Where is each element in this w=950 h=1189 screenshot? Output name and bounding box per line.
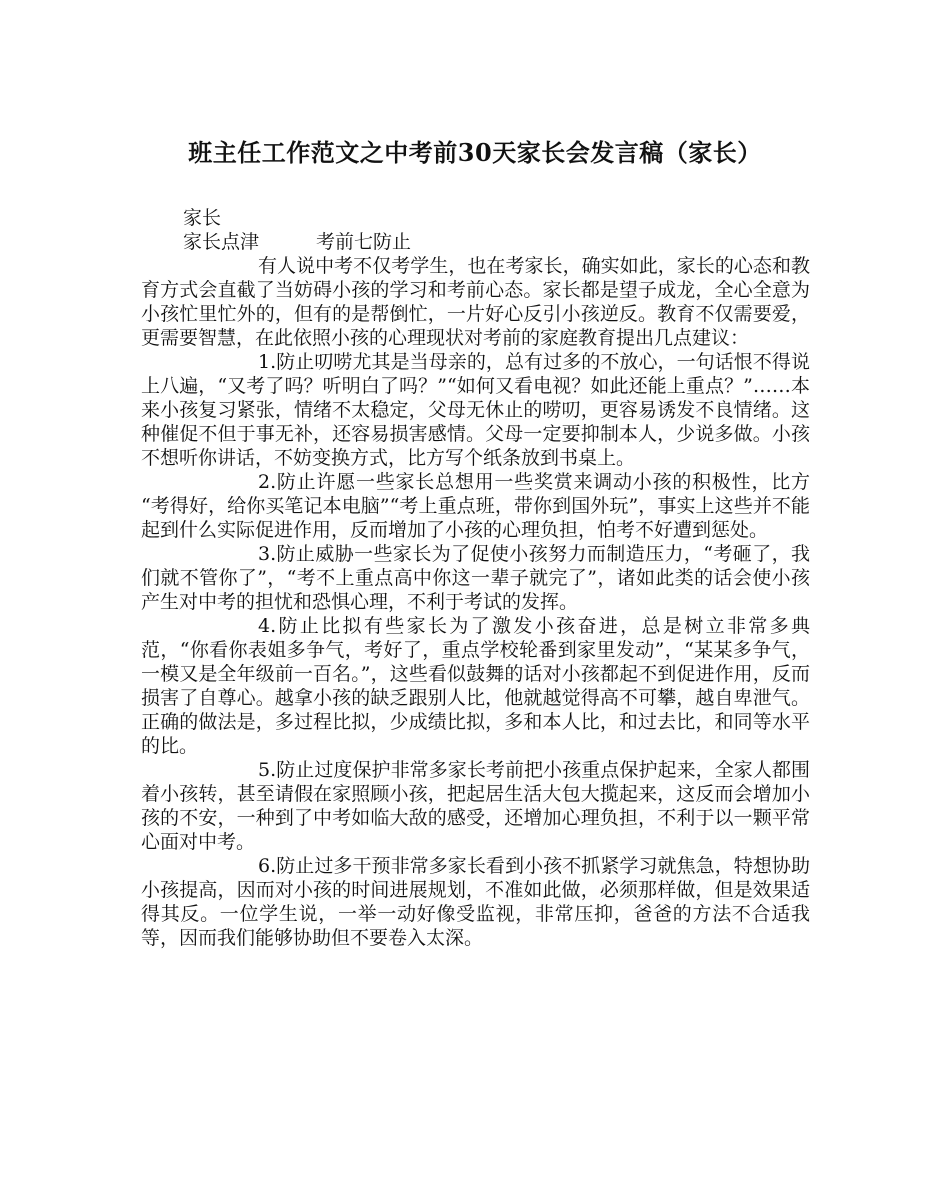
paragraph-point-5: 5.防止过度保护非常多家长考前把小孩重点保护起来，全家人都围着小孩转，甚至请假在家照顾小孩，把起居生活大包大揽起来，这反而会增加小孩的不安，一种到了中考如临大敌的感受，还增加心理负担，不利于以一颗平常心面对中考。 <box>141 759 810 853</box>
paragraph-intro: 有人说中考不仅考学生，也在考家长，确实如此，家长的心态和教育方式会直截了当妨碍小孩的学习和考前心态。家长都是望子成龙，全心全意为小孩忙里忙外的，但有的是帮倒忙，一片好心反引小孩逆反。教育不仅需要爱，更需要智慧，在此依照小孩的心理现状对考前的家庭教育提出几点建议： <box>141 255 810 349</box>
paragraph-point-2: 2.防止许愿一些家长总想用一些奖赏来调动小孩的积极性，比方 “考得好，给你买笔记本电脑”“考上重点班，带你到国外玩”，事实上这些并不能起到什么实际促进作用，反而增加了小孩的心理负担，怕考不好遭到惩处。 <box>141 471 810 541</box>
paragraph-point-1: 1.防止叨唠尤其是当母亲的，总有过多的不放心，一句话恨不得说上八遍，“又考了吗？听明白了吗？”“如何又看电视？如此还能上重点？”……本来小孩复习紧张，情绪不太稳定，父母无休止的唠叨，更容易诱发不良情绪。这种催促不但于事无补，还容易损害感情。父母一定要抑制本人，少说多做。小孩不想听你讲话，不妨变换方式，比方写个纸条放到书桌上。 <box>141 351 810 469</box>
document-body <box>141 206 810 950</box>
paragraph-point-3: 3.防止威胁一些家长为了促使小孩努力而制造压力，“考砸了，我们就不管你了”，“考不上重点高中你这一辈子就完了”，诸如此类的话会使小孩产生对中考的担忧和恐惧心理，不利于考试的发挥。 <box>141 543 810 613</box>
heading-line-parents: 家长 <box>183 207 222 229</box>
paragraph-point-4: 4.防止比拟有些家长为了激发小孩奋进，总是树立非常多典范，“你看你表姐多争气，考好了，重点学校轮番到家里发动”，“某某多争气，一模又是全年级前一百名。”，这些看似鼓舞的话对小孩都起不到促进作用，反而损害了自尊心。越拿小孩的缺乏跟别人比，他就越觉得高不可攀，越自卑泄气。正确的做法是，多过程比拟，少成绩比拟，多和本人比，和过去比，和同等水平的比。 <box>141 615 810 757</box>
paragraph-point-6: 6.防止过多干预非常多家长看到小孩不抓紧学习就焦急，特想协助小孩提高，因而对小孩的时间进展规划，不准如此做，必须那样做，但是效果适得其反。一位学生说，一举一动好像受监视，非常压抑，爸爸的方法不合适我等，因而我们能够协助但不要卷入太深。 <box>141 855 810 949</box>
document-title: 班主任工作范文之中考前30天家长会发言稿（家长） <box>188 138 762 167</box>
heading-line-section: 家长点津 考前七防止 <box>183 231 412 253</box>
